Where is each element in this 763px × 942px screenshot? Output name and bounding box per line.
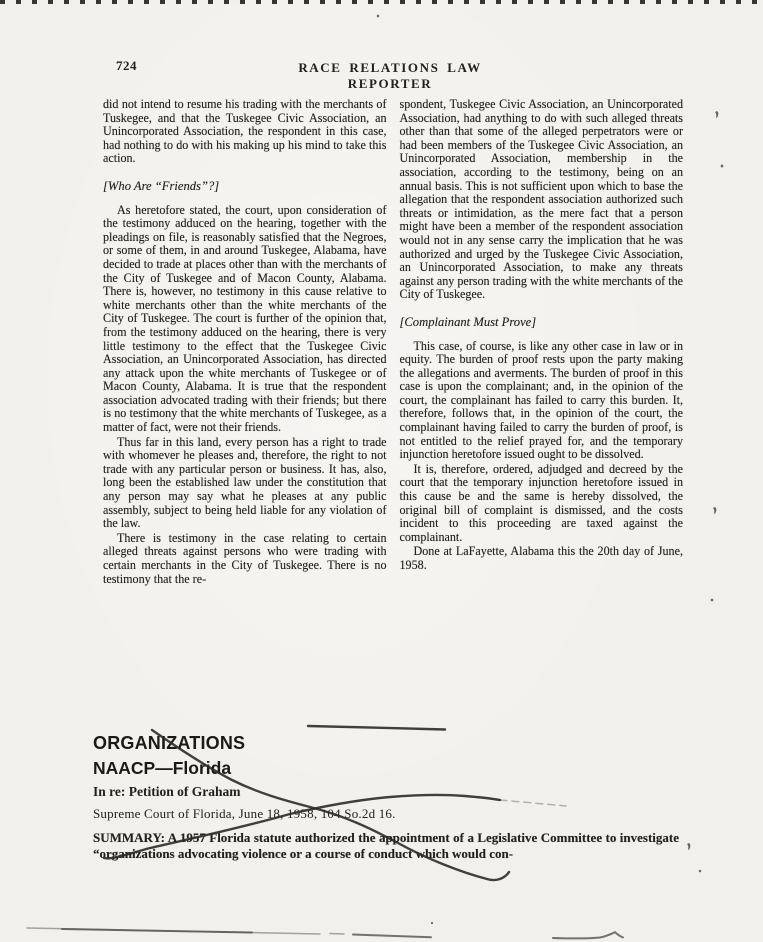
pencil-scratch-hook [553, 932, 623, 938]
right-column [400, 98, 684, 586]
ink-speck [377, 15, 379, 18]
ink-speck [699, 870, 701, 873]
case-citation: Supreme Court of Florida, June 18, 1958, 104 So.2d 16. [93, 806, 396, 821]
paragraph: There is testimony in the case relating to certain alleged threats against persons who were trading with certain merchants in the City of Tuskegee. There is no testimony that the re- [103, 530, 387, 586]
pencil-scratch-mid [353, 935, 431, 938]
paragraph: did not intend to resume his trading with the merchants of Tuskegee, and that the Tuskegee Civic Association, an Unincorporated Association, the respondent in this case, had nothing to do with his making up his mind to take this action. [103, 97, 387, 166]
case-name: In re: Petition of Graham [93, 784, 241, 799]
page-number: 724 [116, 58, 137, 73]
naacp-florida-heading: NAACP—Florida [93, 758, 232, 778]
paragraph: Done at LaFayette, Alabama this the 20th day of June, 1958. [399, 544, 683, 572]
two-column-body [103, 98, 683, 586]
ink-speck [687, 843, 690, 850]
ink-speck [721, 165, 724, 168]
section-subhead-who-are-friends: [Who Are “Friends”?] [103, 178, 220, 193]
paragraph: Thus far in this land, every person has a right to trade with whomever he pleases and, therefore, the right to not trade with any particular person or business. It has, also, long been the established law under the constitution that any person may say what he pleases at any public assembly, subject to being held liable for any violation of the law. [103, 434, 387, 531]
pencil-scratch-dark-overlap [62, 929, 252, 933]
ink-speck [713, 507, 716, 514]
ink-speck [431, 922, 433, 924]
pencil-scratch-dash [330, 934, 344, 935]
paragraph: spondent, Tuskegee Civic Association, an Unincorporated Association, had anything to do with such alleged threats other than that some of the alleged perpetrators were or had been members of the Tuskegee Civic Association, an Unincorporated Association, membership in the association, according to the testimony, being on an annual basis. This is not sufficient upon which to base the allegation that the respondent association authorized such threats or intimidation, as the mere fact that a person might have been a member of the respondent association would not in any sense carry the implication that he was authorized and urged by the Tuskegee Civic Association, an Unincorporated Association, to make any threats against any person trading with the white merchants of the City of Tuskegee. [399, 97, 683, 302]
case-summary: SUMMARY: A 1957 Florida statute authorized the appointment of a Legislative Committee to investigate “organizations advocating violence or a course of conduct which would con- [93, 830, 679, 861]
ink-speck [715, 111, 718, 118]
paragraph: This case, of course, is like any other case in law or in equity. The burden of proof rests upon the party making the allegations and averments. The burden of proof in this case is upon the complainant; and, in the opinion of the court, the complainant has failed to carry this burden. It, therefore, follows that, in the opinion of the court, the complainant having failed to carry the burden of proof, is not entitled to the relief prayed for, and the temporary injunction heretofore issued ought to be dissolved. [399, 338, 683, 462]
ink-speck [711, 599, 714, 602]
running-header [0, 56, 763, 91]
paragraph: It is, therefore, ordered, adjudged and decreed by the court that the temporary injunction heretofore issued in this cause be and the same is hereby dissolved, the original bill of complaint is dismissed, and the costs incident to this proceeding are taxed against the complainant. [399, 461, 683, 544]
paragraph: As heretofore stated, the court, upon consideration of the testimony adduced on the hearing, together with the pleadings on file, is reasonably satisfied that the Negroes, or some of them, in and around Tuskegee, Alabama, have decided to trade at places other than with the merchants of the City of Tuskegee and of Macon County, Alabama. There is, however, no testimony in this cause relative to white merchants other than the white merchants of the City of Tuskegee. The court is further of the opinion that, from the testimony adduced on the hearing, there is very little testimony to the effect that the Tuskegee Civic Association, an Unincorporated Association, has directed any attack upon the white merchants of Tuskegee or of Macon County, Alabama. It is true that the respondent association advocated trading with their friends; but there is no testimony that the white merchants of Tuskegee, as a matter of fact, were not their friends. [103, 202, 387, 435]
organizations-heading: ORGANIZATIONS [93, 733, 246, 753]
case-note-section [93, 733, 679, 861]
left-column [103, 98, 387, 586]
pen-line-above-case-note [308, 726, 445, 730]
film-edge-dashes [0, 0, 763, 4]
pencil-scratch-long [27, 928, 320, 934]
section-subhead-complainant-must-prove: [Complainant Must Prove] [399, 314, 537, 329]
journal-title: RACE RELATIONS LAW REPORTER [298, 60, 482, 91]
